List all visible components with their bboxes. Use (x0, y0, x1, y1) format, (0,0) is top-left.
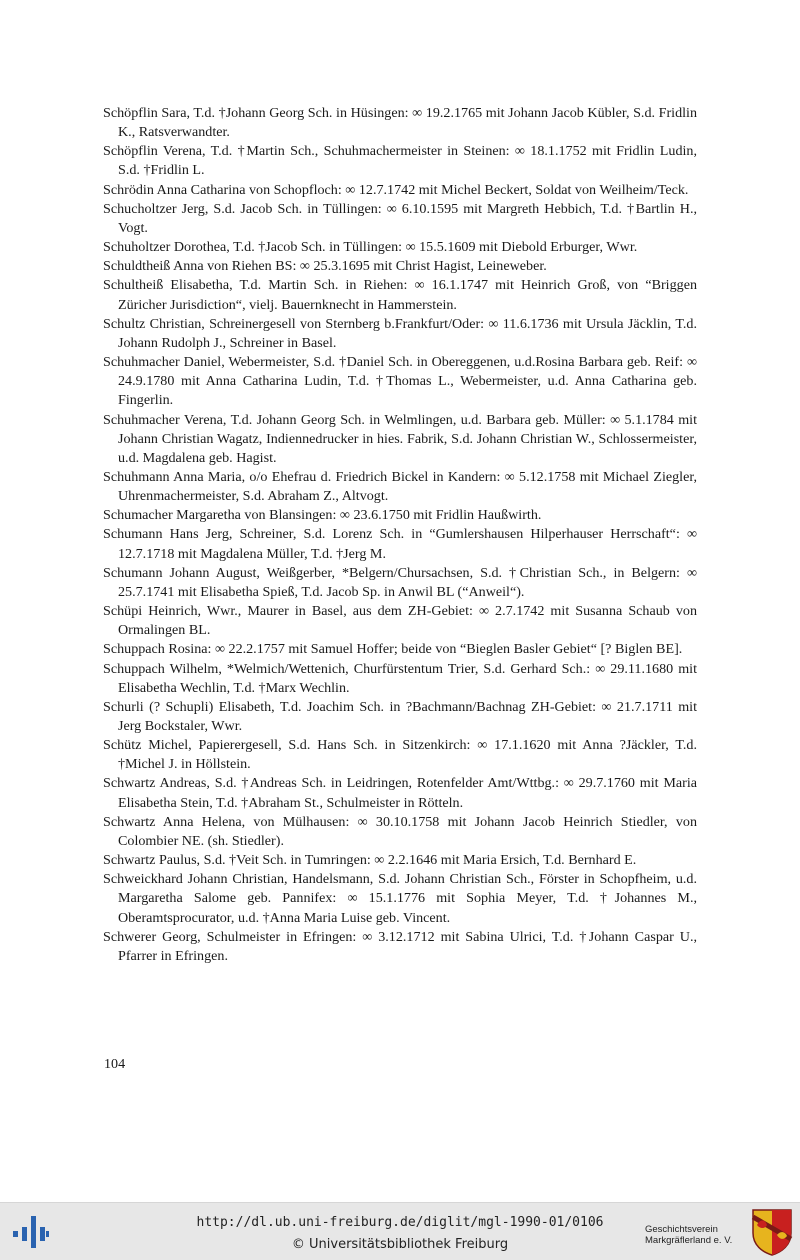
register-entry: Schumann Hans Jerg, Schreiner, S.d. Lorenz Sch. in “Gumlershausen Hilperhauser Herrschaft“: ∞ 12.7.1718 mit Magdalena Müller, T.d. †Jerg M. (103, 526, 697, 562)
register-entry: Schwartz Andreas, S.d. †Andreas Sch. in Leidringen, Rotenfelder Amt/Wttbg.: ∞ 29.7.1760 mit Maria Elisabetha Stein, T.d. †Abraham St., Schulmeister in Rötteln. (103, 775, 697, 811)
register-entry: Schöpflin Sara, T.d. †Johann Georg Sch. in Hüsingen: ∞ 19.2.1765 mit Johann Jacob Kübler, S.d. Fridlin K., Ratsverwandter. (103, 105, 697, 141)
register-entry: Schütz Michel, Papierergesell, S.d. Hans Sch. in Sitzenkirch: ∞ 17.1.1620 mit Anna ?Jäckler, T.d. †Michel J. in Höllstein. (103, 737, 697, 773)
register-entry: Schuldtheiß Anna von Riehen BS: ∞ 25.3.1695 mit Christ Hagist, Leineweber. (103, 258, 547, 275)
register-entry: Schweickhard Johann Christian, Handelsmann, S.d. Johann Christian Sch., Förster in Schopfheim, u.d. Margaretha Salome geb. Pannifex: ∞ 15.1.1776 mit Sophia Meyer, T.d. †Johannes M., Oberamtsprocurator, u.d. †Anna Maria Luise geb. Vincent. (103, 871, 697, 926)
society-name-line: Markgräflerland e. V. (645, 1235, 733, 1246)
register-entry: Schuhmacher Verena, T.d. Johann Georg Sch. in Welmlingen, u.d. Barbara geb. Müller: ∞ 5.1.1784 mit Johann Christian Wagatz, Indiennedrucker in hies. Fabrik, S.d. Johann Christian W., Schlossermeister, u.d. Magdalena geb. Hagist. (103, 411, 697, 466)
society-name[interactable] (645, 1224, 755, 1246)
register-entry: Schöpflin Verena, T.d. †Martin Sch., Schuhmachermeister in Steinen: ∞ 18.1.1752 mit Fridlin Ludin, S.d. †Fridlin L. (103, 143, 697, 179)
register-entry: Schuppach Rosina: ∞ 22.2.1757 mit Samuel Hoffer; beide von “Bieglen Basler Gebiet“ [? Biglen BE]. (103, 641, 683, 658)
register-entry: Schrödin Anna Catharina von Schopfloch: ∞ 12.7.1742 mit Michel Beckert, Soldat von Weilheim/Teck. (103, 181, 689, 198)
register-entry: Schwartz Paulus, S.d. †Veit Sch. in Tumringen: ∞ 2.2.1646 mit Maria Ersich, T.d. Bernhard E. (103, 852, 637, 869)
register-entry: Schumacher Margaretha von Blansingen: ∞ 23.6.1750 mit Fridlin Haußwirth. (103, 507, 542, 524)
register-entry: Schwartz Anna Helena, von Mülhausen: ∞ 30.10.1758 mit Johann Jacob Heinrich Stiedler, von Colombier NE. (sh. Stiedler). (103, 813, 697, 849)
copyright-text: © Universitätsbibliothek Freiburg (291, 1237, 509, 1252)
register-entry: Schuhmacher Daniel, Webermeister, S.d. †Daniel Sch. in Obereggenen, u.d.Rosina Barbara geb. Reif: ∞ 24.9.1780 mit Anna Catharina Ludin, T.d. †Thomas L., Webermeister, u.d. Anna Catharina geb. Fingerlin. (103, 354, 697, 409)
register-entry: Schultz Christian, Schreinergesell von Sternberg b.Frankfurt/Oder: ∞ 11.6.1736 mit Ursula Jäcklin, T.d. Johann Rudolph J., Schreiner in Basel. (103, 315, 697, 351)
register-entry: Schwerer Georg, Schulmeister in Efringen: ∞ 3.12.1712 mit Sabina Ulrici, T.d. †Johann Caspar U., Pfarrer in Efringen. (103, 928, 697, 964)
register-entry: Schultheiß Elisabetha, T.d. Martin Sch. in Riehen: ∞ 16.1.1747 mit Heinrich Groß, von “Briggen Züricher Jurisdiction“, vielj. Bauernknecht in Hammerstein. (103, 277, 697, 313)
society-name-line: Geschichtsverein (645, 1224, 718, 1235)
viewer-footer (0, 1202, 800, 1260)
register-entry: Schuhmann Anna Maria, o/o Ehefrau d. Friedrich Bickel in Kandern: ∞ 5.12.1758 mit Michael Ziegler, Uhrenmachermeister, S.d. Abraham Z., Altvogt. (103, 468, 697, 505)
register-entry: Schuholtzer Dorothea, T.d. †Jacob Sch. in Tüllingen: ∞ 15.5.1609 mit Diebold Erburger, Wwr. (103, 239, 638, 256)
register-entry: Schuppach Wilhelm, *Welmich/Wettenich, Churfürstentum Trier, S.d. Gerhard Sch.: ∞ 29.11.1680 mit Elisabetha Wechlin, T.d. †Marx Wechlin. (103, 660, 697, 696)
coat-of-arms-icon[interactable] (750, 1207, 794, 1257)
register-entries (103, 104, 697, 966)
register-entry: Schumann Johann August, Weißgerber, *Belgern/Chursachsen, S.d. †Christian Sch., in Belgern: ∞ 25.7.1741 mit Elisabetha Spieß, T.d. Jacob Sp. in Anwil BL (“Anweil“). (103, 564, 697, 600)
register-entry: Schüpi Heinrich, Wwr., Maurer in Basel, aus dem ZH-Gebiet: ∞ 2.7.1742 mit Susanna Schaub von Ormalingen BL. (103, 603, 697, 639)
document-url-link[interactable]: http://dl.ub.uni-freiburg.de/diglit/mgl-1990-01/0106 (196, 1215, 604, 1230)
page-number: 104 (104, 1056, 126, 1072)
register-entry: Schucholtzer Jerg, S.d. Jacob Sch. in Tüllingen: ∞ 6.10.1595 mit Margreth Hebbich, T.d. †Bartlin H., Vogt. (103, 200, 697, 236)
register-entry: Schurli (? Schupli) Elisabeth, T.d. Joachim Sch. in ?Bachmann/Bachnag ZH-Gebiet: ∞ 21.7.1711 mit Jerg Bockstaler, Wwr. (103, 698, 697, 734)
